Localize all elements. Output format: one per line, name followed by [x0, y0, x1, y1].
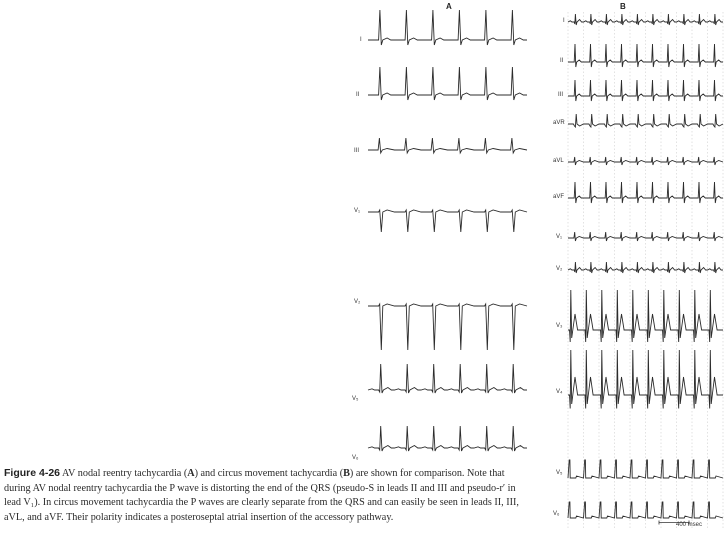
panel-a-lead-label: III	[354, 148, 360, 154]
figure-caption	[4, 466, 532, 525]
panel-a-trace	[368, 304, 527, 350]
panel-b-lead-label: II	[560, 58, 564, 64]
panel-a-lead-label: I	[360, 37, 362, 43]
panel-a-label: A	[446, 2, 452, 11]
panel-a-lead-label: V₆	[352, 455, 359, 461]
panel-b-lead-label: V₂	[556, 266, 563, 272]
panel-a-trace	[368, 138, 527, 153]
caption-text-3: ) are shown for comparison. Note that during AV nodal reentry tachycardia the P wave is distorting the end of the QRS (pseudo-S in leads II and III and pseudo-r′ in lead V₁). In circus movement tachycardia the P waves are clearly separate from the QRS and can easily be seen in leads II, III, aVL, and aVF. Their polarity indicates a posteroseptal atrial insertion of the accessory pathway.	[4, 468, 519, 523]
panel-b-lead-label: V₁	[556, 234, 563, 240]
panel-a-trace	[368, 364, 527, 393]
panel-b-lead-label: V₆	[553, 511, 560, 517]
panel-b-lead-label: V₃	[556, 323, 563, 329]
panel-a-lead-label: V₂	[354, 299, 361, 305]
panel-b-trace	[568, 460, 723, 478]
caption-text-2: ) and circus movement tachycardia (	[194, 468, 344, 479]
panel-b-lead-label: V₄	[556, 389, 563, 395]
scale-label: 400 msec	[676, 522, 703, 528]
panel-a-trace	[368, 10, 527, 45]
panel-a-lead-label: V₁	[354, 208, 361, 214]
panel-a-trace	[368, 210, 527, 232]
panel-b-lead-label: aVR	[553, 120, 565, 126]
caption-text-1: AV nodal reentry tachycardia (	[60, 468, 188, 479]
panel-a-lead-label: V₅	[352, 396, 359, 402]
caption-panel-b-ref: B	[343, 468, 350, 479]
panel-b-lead-label: III	[558, 92, 564, 98]
caption-panel-a-ref: A	[187, 468, 195, 479]
panel-b-trace	[568, 182, 723, 203]
figure-label: Figure 4-26	[4, 467, 61, 479]
panel-b-lead-label: V₅	[556, 470, 563, 476]
panel-b-lead-label: aVF	[553, 194, 565, 200]
panel-a-lead-label: II	[356, 92, 360, 98]
panel-a-trace	[368, 67, 527, 100]
panel-a-trace	[368, 426, 527, 451]
panel-b-lead-label: I	[563, 18, 565, 24]
panel-b-lead-label: aVL	[553, 158, 564, 164]
panel-b-label: B	[620, 2, 626, 11]
